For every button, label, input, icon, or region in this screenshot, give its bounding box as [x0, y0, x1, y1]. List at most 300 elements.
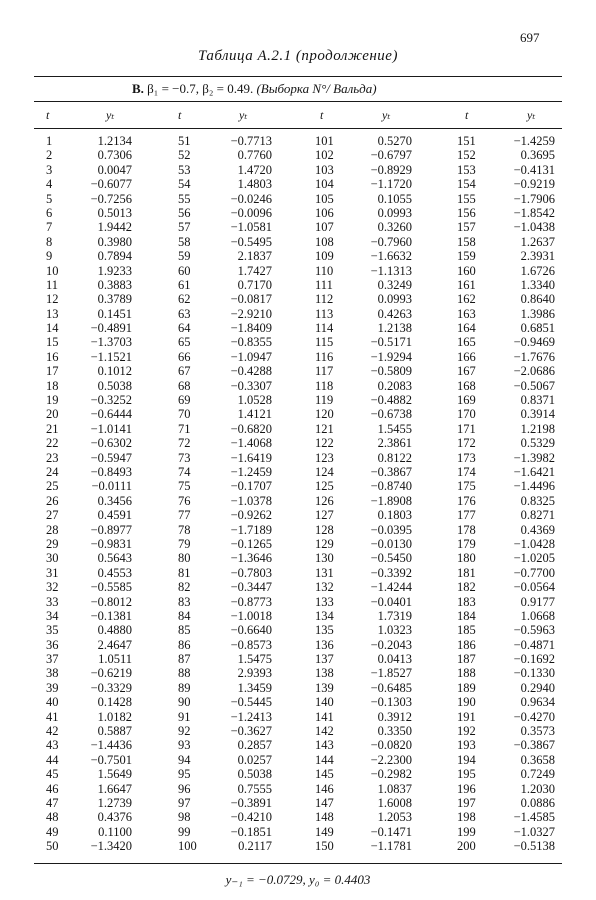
y-value-cell: −0.3252: [90, 393, 132, 408]
y-value-cell: 0.5887: [97, 724, 132, 739]
y-value-cell: −1.3646: [230, 551, 272, 566]
t-cell: 28: [46, 522, 59, 537]
y-value-cell: −0.7501: [90, 752, 132, 767]
t-cell: 89: [178, 680, 191, 695]
y-value-cell: −0.0817: [230, 292, 272, 307]
t-cell: 157: [457, 220, 476, 235]
t-cell: 167: [457, 364, 476, 379]
y-value-cell: 1.6726: [520, 263, 555, 278]
column-header-y-2: yₜ: [239, 108, 248, 122]
t-column-2: [178, 134, 208, 854]
t-cell: 131: [315, 565, 334, 580]
t-cell: 150: [315, 839, 334, 854]
t-cell: 85: [178, 623, 191, 638]
y-value-cell: 0.3912: [377, 709, 412, 724]
t-cell: 40: [46, 695, 59, 710]
t-cell: 156: [457, 205, 476, 220]
t-cell: 10: [46, 263, 59, 278]
y-value-cell: 0.4376: [97, 810, 132, 825]
y-value-cell: 2.1837: [237, 249, 272, 264]
y-value-cell: 0.9634: [520, 695, 555, 710]
t-cell: 112: [315, 292, 334, 307]
y-value-cell: 1.6008: [377, 795, 412, 810]
y-value-cell: −0.6302: [90, 436, 132, 451]
column-header-t-3: t: [320, 108, 324, 122]
t-cell: 108: [315, 234, 334, 249]
t-cell: 118: [315, 378, 334, 393]
t-cell: 66: [178, 349, 191, 364]
t-cell: 103: [315, 162, 334, 177]
y-value-cell: −0.5963: [513, 623, 555, 638]
t-cell: 86: [178, 637, 191, 652]
y-value-cell: 0.3695: [520, 148, 555, 163]
t-cell: 34: [46, 608, 59, 623]
y-value-cell: −0.9262: [230, 508, 272, 523]
y-value-cell: 1.5475: [237, 652, 272, 667]
y-value-cell: −1.6419: [230, 450, 272, 465]
y-value-cell: −0.1381: [90, 608, 132, 623]
t-cell: 41: [46, 709, 59, 724]
t-cell: 168: [457, 378, 476, 393]
t-cell: 2: [46, 148, 53, 163]
t-cell: 161: [457, 277, 476, 292]
t-cell: 127: [315, 508, 334, 523]
t-cell: 176: [457, 493, 476, 508]
y-value-cell: 0.3883: [97, 277, 132, 292]
t-cell: 109: [315, 249, 334, 264]
t-cell: 78: [178, 522, 191, 537]
y-value-cell: −1.3420: [90, 839, 132, 854]
t-cell: 94: [178, 752, 191, 767]
y-value-cell: −0.0246: [230, 191, 272, 206]
t-cell: 97: [178, 795, 191, 810]
t-cell: 52: [178, 148, 191, 163]
y-value-cell: 1.0668: [520, 608, 555, 623]
y-value-cell: −2.2300: [370, 752, 412, 767]
t-cell: 71: [178, 421, 191, 436]
y-value-cell: −0.9469: [513, 335, 555, 350]
y-value-cell: −0.7960: [370, 234, 412, 249]
y-value-cell: −0.1303: [370, 695, 412, 710]
y-value-cell: 0.5038: [237, 767, 272, 782]
y-value-cell: −0.7256: [90, 191, 132, 206]
y-value-cell: 0.5270: [377, 134, 412, 148]
t-cell: 193: [457, 738, 476, 753]
y-value-cell: −0.0820: [370, 738, 412, 753]
t-cell: 188: [457, 666, 476, 681]
y-value-cell: −0.9831: [90, 536, 132, 551]
t-cell: 105: [315, 191, 334, 206]
t-cell: 70: [178, 407, 191, 422]
t-cell: 76: [178, 493, 191, 508]
t-column-1: [46, 134, 76, 854]
t-cell: 155: [457, 191, 476, 206]
y-value-cell: −1.0378: [230, 493, 272, 508]
t-cell: 140: [315, 695, 334, 710]
t-cell: 31: [46, 565, 59, 580]
y-column-1: [76, 134, 132, 854]
y-value-cell: −1.0205: [513, 551, 555, 566]
t-cell: 141: [315, 709, 334, 724]
t-cell: 114: [315, 321, 334, 336]
y-value-cell: −1.2459: [230, 464, 272, 479]
t-cell: 175: [457, 479, 476, 494]
y-value-cell: −0.1692: [513, 652, 555, 667]
t-cell: 24: [46, 464, 59, 479]
t-cell: 190: [457, 695, 476, 710]
t-cell: 26: [46, 493, 59, 508]
sample-note: (Выборка N°/ Вальда): [256, 81, 377, 96]
t-cell: 116: [315, 349, 334, 364]
t-cell: 88: [178, 666, 191, 681]
y-value-cell: 1.3459: [237, 680, 272, 695]
y-value-cell: 0.3573: [520, 724, 555, 739]
y-value-cell: −1.8527: [370, 666, 412, 681]
y-value-cell: −0.5450: [370, 551, 412, 566]
y-value-cell: 0.5329: [520, 436, 555, 451]
y-value-cell: −1.7676: [513, 349, 555, 364]
y-value-cell: −0.3891: [230, 795, 272, 810]
y-value-cell: −0.1265: [230, 536, 272, 551]
t-cell: 152: [457, 148, 476, 163]
y-value-cell: −1.4436: [90, 738, 132, 753]
y-value-cell: −0.0111: [91, 479, 132, 494]
y-value-cell: 0.3789: [97, 292, 132, 307]
y-value-cell: 2.4647: [97, 637, 132, 652]
t-cell: 144: [315, 752, 334, 767]
t-cell: 142: [315, 724, 334, 739]
y-column-3: [356, 134, 412, 854]
y-value-cell: −0.3392: [370, 565, 412, 580]
y-value-cell: 1.0511: [98, 652, 132, 667]
t-cell: 62: [178, 292, 191, 307]
column-header-y-1: yₜ: [106, 108, 115, 122]
t-cell: 47: [46, 795, 59, 810]
y-value-cell: 0.5643: [97, 551, 132, 566]
t-cell: 153: [457, 162, 476, 177]
t-cell: 110: [315, 263, 334, 278]
y-value-cell: 0.4369: [520, 522, 555, 537]
t-cell: 6: [46, 205, 53, 220]
t-cell: 170: [457, 407, 476, 422]
t-cell: 80: [178, 551, 191, 566]
t-cell: 84: [178, 608, 191, 623]
y-value-cell: −0.8977: [90, 522, 132, 537]
y-value-cell: 1.2198: [520, 421, 555, 436]
y-value-cell: 0.8271: [520, 508, 555, 523]
t-cell: 57: [178, 220, 191, 235]
t-cell: 194: [457, 752, 476, 767]
t-cell: 23: [46, 450, 59, 465]
t-cell: 130: [315, 551, 334, 566]
y-value-cell: −0.6077: [90, 177, 132, 192]
y-value-cell: −0.5495: [230, 234, 272, 249]
y-value-cell: 1.0528: [237, 393, 272, 408]
column-header-t-2: t: [178, 108, 182, 122]
table-subtitle: [132, 81, 377, 97]
t-cell: 126: [315, 493, 334, 508]
t-cell: 120: [315, 407, 334, 422]
y-value-cell: −0.6219: [90, 666, 132, 681]
y-value-cell: 1.2739: [97, 795, 132, 810]
t-cell: 93: [178, 738, 191, 753]
t-cell: 7: [46, 220, 53, 235]
y-value-cell: −2.0686: [513, 364, 555, 379]
t-cell: 79: [178, 536, 191, 551]
y-value-cell: 0.6851: [520, 321, 555, 336]
y-value-cell: −0.0401: [370, 594, 412, 609]
y-value-cell: −1.0428: [513, 536, 555, 551]
parameters: β₁ = −0.7, β₂ = 0.49.: [147, 81, 254, 96]
t-cell: 184: [457, 608, 476, 623]
y-value-cell: −1.3703: [90, 335, 132, 350]
t-cell: 30: [46, 551, 59, 566]
t-cell: 16: [46, 349, 59, 364]
y-value-cell: 0.8122: [377, 450, 412, 465]
y-value-cell: −0.4131: [513, 162, 555, 177]
y-value-cell: −0.4871: [513, 637, 555, 652]
t-cell: 136: [315, 637, 334, 652]
t-cell: 160: [457, 263, 476, 278]
y-value-cell: 1.4121: [237, 407, 272, 422]
y-value-cell: 0.0257: [237, 752, 272, 767]
t-cell: 11: [46, 277, 59, 292]
y-value-cell: −0.7700: [513, 565, 555, 580]
y-value-cell: 0.9177: [520, 594, 555, 609]
t-cell: 3: [46, 162, 53, 177]
t-cell: 151: [457, 134, 476, 148]
t-column-3: [315, 134, 345, 854]
y-value-cell: 0.0886: [520, 795, 555, 810]
t-cell: 14: [46, 321, 59, 336]
initial-values-footnote: y₋₁ = −0.0729, y₀ = 0.4403: [225, 872, 371, 887]
y-value-cell: −0.1707: [230, 479, 272, 494]
t-cell: 143: [315, 738, 334, 753]
t-cell: 77: [178, 508, 191, 523]
y-value-cell: −0.3867: [513, 738, 555, 753]
y-value-cell: −0.3867: [370, 464, 412, 479]
y-value-cell: 2.3931: [520, 249, 555, 264]
y-value-cell: −1.7189: [230, 522, 272, 537]
y-value-cell: −0.8493: [90, 464, 132, 479]
t-cell: 99: [178, 824, 191, 839]
t-cell: 178: [457, 522, 476, 537]
t-cell: 196: [457, 781, 476, 796]
t-cell: 158: [457, 234, 476, 249]
y-value-cell: 0.8325: [520, 493, 555, 508]
y-value-cell: 0.1803: [377, 508, 412, 523]
y-value-cell: −0.3307: [230, 378, 272, 393]
t-cell: 48: [46, 810, 59, 825]
t-cell: 132: [315, 580, 334, 595]
y-value-cell: −0.2043: [370, 637, 412, 652]
y-value-cell: 0.3249: [377, 277, 412, 292]
t-cell: 137: [315, 652, 334, 667]
y-value-cell: −0.0130: [370, 536, 412, 551]
y-column-4: [499, 134, 555, 854]
y-value-cell: 0.7170: [237, 277, 272, 292]
y-value-cell: −0.6444: [90, 407, 132, 422]
t-cell: 166: [457, 349, 476, 364]
t-cell: 27: [46, 508, 59, 523]
y-value-cell: 0.2857: [237, 738, 272, 753]
column-header-t-1: t: [46, 108, 50, 122]
y-value-cell: 1.0182: [97, 709, 132, 724]
t-cell: 177: [457, 508, 476, 523]
y-value-cell: 1.2030: [520, 781, 555, 796]
y-value-cell: 0.1055: [377, 191, 412, 206]
t-cell: 149: [315, 824, 334, 839]
t-cell: 20: [46, 407, 59, 422]
t-cell: 50: [46, 839, 59, 854]
t-cell: 165: [457, 335, 476, 350]
t-cell: 182: [457, 580, 476, 595]
t-cell: 163: [457, 306, 476, 321]
t-cell: 29: [46, 536, 59, 551]
t-cell: 25: [46, 479, 59, 494]
t-cell: 46: [46, 781, 59, 796]
t-cell: 75: [178, 479, 191, 494]
t-cell: 63: [178, 306, 191, 321]
y-value-cell: −0.8929: [370, 162, 412, 177]
y-value-cell: 1.2134: [97, 134, 132, 148]
y-value-cell: 0.8640: [520, 292, 555, 307]
y-value-cell: −0.1471: [370, 824, 412, 839]
y-value-cell: −0.3627: [230, 724, 272, 739]
y-value-cell: 0.7894: [97, 249, 132, 264]
t-cell: 198: [457, 810, 476, 825]
t-cell: 42: [46, 724, 59, 739]
y-value-cell: −0.6820: [230, 421, 272, 436]
y-value-cell: −1.2413: [230, 709, 272, 724]
y-value-cell: −0.0564: [513, 580, 555, 595]
t-cell: 73: [178, 450, 191, 465]
y-value-cell: −0.7713: [230, 134, 272, 148]
y-value-cell: 0.1451: [97, 306, 132, 321]
y-value-cell: 2.3861: [377, 436, 412, 451]
y-value-cell: 0.0993: [377, 205, 412, 220]
y-value-cell: −1.8542: [513, 205, 555, 220]
column-header-y-4: yₜ: [527, 108, 536, 122]
t-cell: 90: [178, 695, 191, 710]
y-value-cell: 0.0413: [377, 652, 412, 667]
y-value-cell: −0.2982: [370, 767, 412, 782]
t-cell: 135: [315, 623, 334, 638]
t-cell: 124: [315, 464, 334, 479]
t-cell: 61: [178, 277, 191, 292]
t-cell: 121: [315, 421, 334, 436]
y-value-cell: 0.0047: [97, 162, 132, 177]
t-cell: 187: [457, 652, 476, 667]
t-cell: 133: [315, 594, 334, 609]
t-cell: 179: [457, 536, 476, 551]
t-cell: 181: [457, 565, 476, 580]
top-rule: [34, 76, 562, 77]
column-header-y-3: yₜ: [382, 108, 391, 122]
t-cell: 17: [46, 364, 59, 379]
bottom-rule: [34, 863, 562, 864]
t-cell: 8: [46, 234, 53, 249]
t-cell: 43: [46, 738, 59, 753]
t-cell: 169: [457, 393, 476, 408]
t-cell: 174: [457, 464, 476, 479]
t-cell: 125: [315, 479, 334, 494]
y-value-cell: 0.1012: [97, 364, 132, 379]
t-cell: 102: [315, 148, 334, 163]
t-cell: 74: [178, 464, 191, 479]
y-value-cell: −0.0395: [370, 522, 412, 537]
t-cell: 164: [457, 321, 476, 336]
y-value-cell: −0.6485: [370, 680, 412, 695]
y-value-cell: −0.1851: [230, 824, 272, 839]
y-value-cell: −0.8773: [230, 594, 272, 609]
t-cell: 55: [178, 191, 191, 206]
t-cell: 44: [46, 752, 59, 767]
t-cell: 45: [46, 767, 59, 782]
y-value-cell: −0.5947: [90, 450, 132, 465]
y-value-cell: 0.4591: [97, 508, 132, 523]
y-value-cell: −1.4585: [513, 810, 555, 825]
y-value-cell: −1.4259: [513, 134, 555, 148]
y-value-cell: −0.3447: [230, 580, 272, 595]
t-cell: 37: [46, 652, 59, 667]
t-column-4: [457, 134, 487, 854]
t-cell: 173: [457, 450, 476, 465]
y-value-cell: −0.5445: [230, 695, 272, 710]
t-cell: 68: [178, 378, 191, 393]
t-cell: 12: [46, 292, 59, 307]
t-cell: 35: [46, 623, 59, 638]
t-cell: 1: [46, 134, 53, 148]
y-value-cell: 0.5013: [97, 205, 132, 220]
t-cell: 59: [178, 249, 191, 264]
t-cell: 60: [178, 263, 191, 278]
y-value-cell: −1.0018: [230, 608, 272, 623]
t-cell: 138: [315, 666, 334, 681]
t-cell: 83: [178, 594, 191, 609]
t-cell: 197: [457, 795, 476, 810]
t-cell: 162: [457, 292, 476, 307]
t-cell: 122: [315, 436, 334, 451]
y-value-cell: −0.5809: [370, 364, 412, 379]
t-cell: 146: [315, 781, 334, 796]
y-column-2: [216, 134, 272, 854]
y-value-cell: 0.4263: [377, 306, 412, 321]
t-cell: 18: [46, 378, 59, 393]
t-cell: 32: [46, 580, 59, 595]
y-value-cell: 1.2053: [377, 810, 412, 825]
y-value-cell: 2.9393: [237, 666, 272, 681]
y-value-cell: 0.7760: [237, 148, 272, 163]
t-cell: 53: [178, 162, 191, 177]
t-cell: 191: [457, 709, 476, 724]
t-cell: 92: [178, 724, 191, 739]
y-value-cell: 0.3658: [520, 752, 555, 767]
y-value-cell: 1.7319: [377, 608, 412, 623]
y-value-cell: −0.8355: [230, 335, 272, 350]
subtitle-rule: [34, 101, 562, 102]
t-cell: 49: [46, 824, 59, 839]
y-value-cell: 0.2117: [238, 839, 272, 854]
t-cell: 115: [315, 335, 334, 350]
t-cell: 54: [178, 177, 191, 192]
t-cell: 154: [457, 177, 476, 192]
y-value-cell: −0.4270: [513, 709, 555, 724]
t-cell: 159: [457, 249, 476, 264]
y-value-cell: −0.8740: [370, 479, 412, 494]
t-cell: 39: [46, 680, 59, 695]
t-cell: 72: [178, 436, 191, 451]
